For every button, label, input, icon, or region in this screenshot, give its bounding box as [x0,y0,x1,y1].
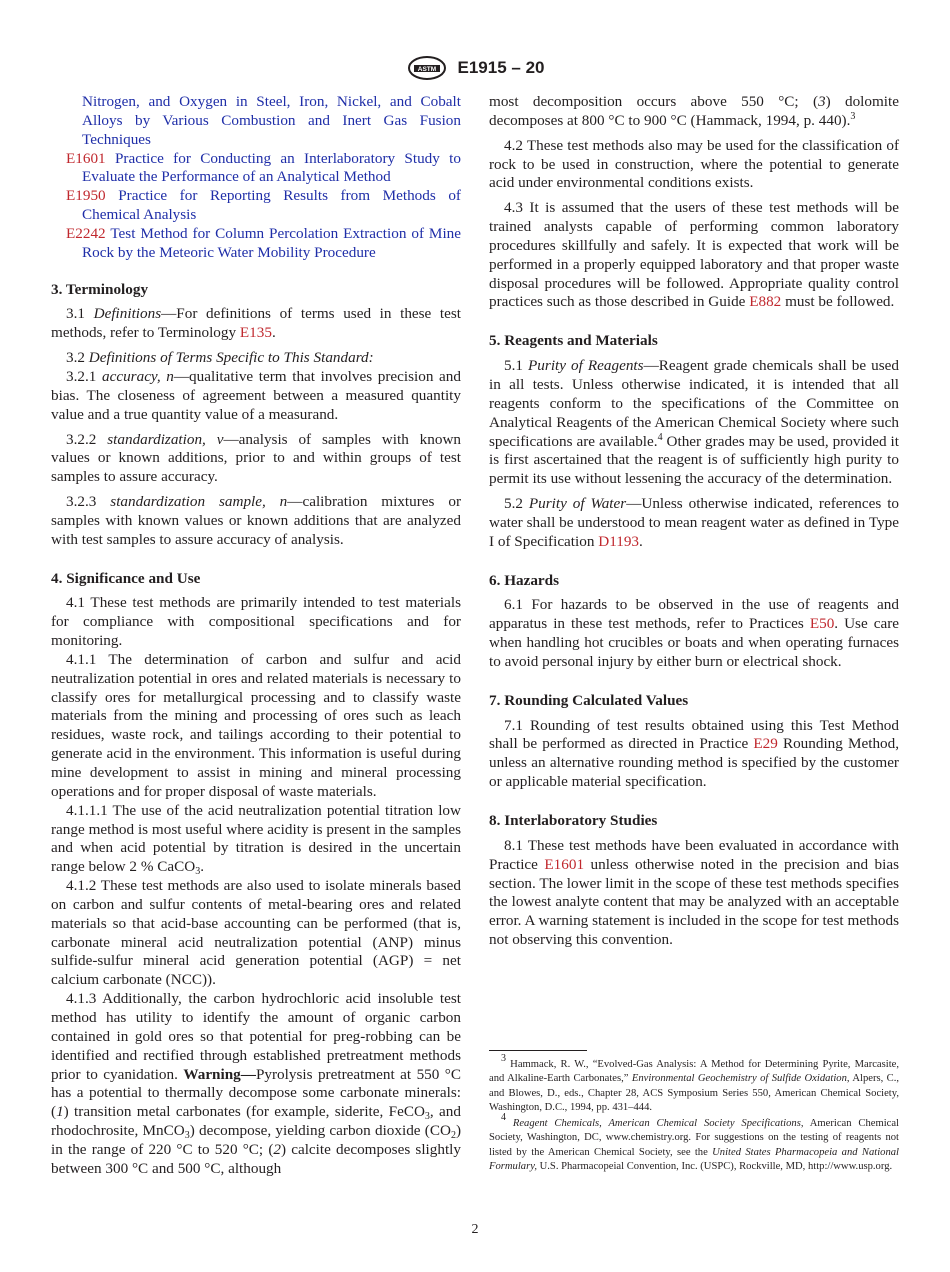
section-heading: 5. Reagents and Materials [489,332,658,350]
footnote-ref: 3 [850,110,856,122]
paragraph: 5.1 Purity of Reagents—Reagent grade chemicals shall be used in all tests. Unless otherwise indicated, it is intended that all reagents conform to the specifications of the Committee on Analytical Reagents of the American Chemical Society where such specifications are available.$^4$ Other grades may be used, provided it is first ascertained that the reagent is of sufficiently high purity to permit its use without lessening the accuracy of the determination. [489,357,900,488]
paragraph: 7.1 Rounding of test results obtained using this Test Method shall be performed as directed in Practice E29 Rounding Method, unless an alternative rounding method is specified by the customer or applicable material specification. [489,716,900,791]
standard-link[interactable]: E29 [753,735,778,753]
paragraph: 4.1 These test methods are primarily intended to test materials for compliance with compositional specifications and for monitoring. [51,594,461,650]
section-heading: 7. Rounding Calculated Values [489,691,689,709]
document-designation: E1915 – 20 [457,58,545,77]
paragraph: 4.3 It is assumed that the users of these test methods will be trained analysts capable of performing common laboratory procedures skillfully and safely. It is expected that work will be performed in a properly equipped laboratory and that proper waste disposal procedures will be followed. Appropriate quality control practices such as those described in Guide E882 must be followed. [489,199,899,311]
paragraph: 8.1 These test methods have been evaluated in accordance with Practice E1601 unless otherwise noted in the precision and bias section. The lower limit in the scope of these test methods specifies the lowest analyte content that may be analyzed with an acceptable error. A warning statement is included in the scope for test methods not observing this convention. [489,836,900,949]
standard-link[interactable]: E1601 [544,855,585,873]
reference-item: E1601 Practice for Conducting an Interlaboratory Study to Evaluate the Performance of an Analytical Method [66,149,461,186]
footnotes [489,1053,900,1176]
paragraph: 4.2 These test methods also may be used for the classification of rock to be used in construction, where the potential to generate acid under environmental conditions exists. [489,136,899,192]
paragraph: 3.2.3 standardization sample, n—calibration mixtures or samples with known values or known additions that are analyzed with test samples to assure accuracy of analysis. [51,493,461,548]
standard-link[interactable]: D1193 [598,532,640,550]
reference-item: E1950 Practice for Reporting Results from Methods of Chemical Analysis [66,187,461,224]
standard-link[interactable]: E50 [809,615,835,633]
referenced-documents-list [51,93,461,263]
paragraph: 3.1 Definitions—For definitions of terms used in these test methods, refer to Terminology E135. [51,305,462,342]
reference-link[interactable]: E1950 [66,187,106,205]
right-column [489,93,899,956]
paragraph: 4.1.2 These test methods are also used to isolate minerals based on carbon and sulfur contents of metal-bearing ores and related materials so that acid-base accounting can be performed (that is, carbonate mineral acid neutralization potential (ANP) minus sulfide-sulfur mineral acid generation potential (AGP) = net calcium carbonate (NCC)). [51,877,461,989]
standard-link[interactable]: E882 [749,293,782,311]
section-heading: 3. Terminology [51,280,149,298]
left-column [51,93,461,1185]
page-header [0,56,950,82]
footnote: $^3$ Hammack, R. W., “Evolved-Gas Analysis: A Method for Determining Pyrite, Marcasite, and Alkaline-Earth Carbonates,” Environmental Geochemistry of Sulfide Oxidation, Alpers, C., and Blowes, D., eds., Chapter 28, ACS Symposium Series 550, American Chemical Society, Washington, D.C., 1994, pp. 431–444. [489,1053,900,1113]
paragraph: 4.1.3 Additionally, the carbon hydrochloric acid insoluble test method has utility to identify the amount of organic carbon contained in gold ores so that potential for preg-robbing can be identified and rectified through established pretreatment methods prior to cyanidation. Warning—Pyrolysis pretreatment at 550 °C has a potential to thermally decompose some carbonate minerals: (1) transition metal carbonates (for example, siderite, FeCO$_3$, and rhodochrosite, MnCO$_3$) decompose, yielding carbon dioxide $(CO_2)$ in the range of 220 °C to 520 °C; (2) calcite decomposes slightly between 300 °C and 500 °C, although [51,990,462,1177]
section-heading: 6. Hazards [489,571,560,589]
standard-link[interactable]: E135 [239,324,272,342]
page-number: 2 [471,1222,479,1237]
paragraph: 4.1.1 The determination of carbon and sulfur and acid neutralization potential in ores and related materials is necessary to classify ores for metallurgical processing and to classify waste materials from the mining and processing of ores such as leach residues, waste rock, and tailings according to their potential to generate acid in the environment. This information is useful during mine development to assist in mining and mineral processing operations and for proper disposal of waste materials. [51,650,461,800]
astm-logo-icon [406,56,448,80]
paragraph: most decomposition occurs above 550 °C; (3) dolomite decomposes at 800 °C to 900 °C (Hammack, 1994, p. 440).$^3$ [489,93,899,129]
footnote: $^4$ Reagent Chemicals, American Chemical Society Specifications, American Chemical Society, Washington, DC, www.chemistry.org. For suggestions on the testing of reagents not listed by the American Chemical Society, see the United States Pharmacopeia and National Formulary, U.S. Pharmacopeial Convention, Inc. (USPC), Rockville, MD, http://www.usp.org. [489,1112,899,1173]
svg-text:ASTM: ASTM [417,66,436,73]
warning-label: Warning— [183,1065,256,1083]
footnote-divider [489,1050,587,1051]
footnote-ref: 4 [657,431,663,443]
paragraph: 3.2 Definitions of Terms Specific to This Standard: [66,349,374,367]
reference-link[interactable]: E1601 [66,149,106,167]
section-heading: 4. Significance and Use [51,569,201,587]
paragraph: 6.1 For hazards to be observed in the use of reagents and apparatus in these test methods, refer to Practices E50. Use care when handling hot crucibles or boats and when operating furnaces to avoid personal injury by either burn or electrical shock. [489,596,899,670]
paragraph: 4.1.1.1 The use of the acid neutralization potential titration low range method is most useful where acidity is present in the samples and when acid potential by titration is desired in the uncertain range below 2 % CaCO$_3$. [51,801,461,878]
paragraph: 5.2 Purity of Water—Unless otherwise indicated, references to water shall be understood to mean reagent water as defined in Type I of Specification D1193. [489,495,900,550]
paragraph: 3.2.1 accuracy, n—qualitative term that involves precision and bias. The closeness of agreement between a measured quantity value and a true quantity value of a measurand. [51,367,461,423]
paragraph: 3.2.2 standardization, v—analysis of samples with known values or known additions, prior to and within groups of test samples to assure accuracy. [51,430,461,486]
section-heading: 8. Interlaboratory Studies [489,812,658,829]
reference-link[interactable]: E2242 [66,224,106,242]
reference-item: Nitrogen, and Oxygen in Steel, Iron, Nickel, and Cobalt Alloys by Various Combustion and Inert Gas Fusion Techniques [82,93,461,148]
reference-item: E2242 Test Method for Column Percolation Extraction of Mine Rock by the Meteoric Water Mobility Procedure [66,224,461,261]
